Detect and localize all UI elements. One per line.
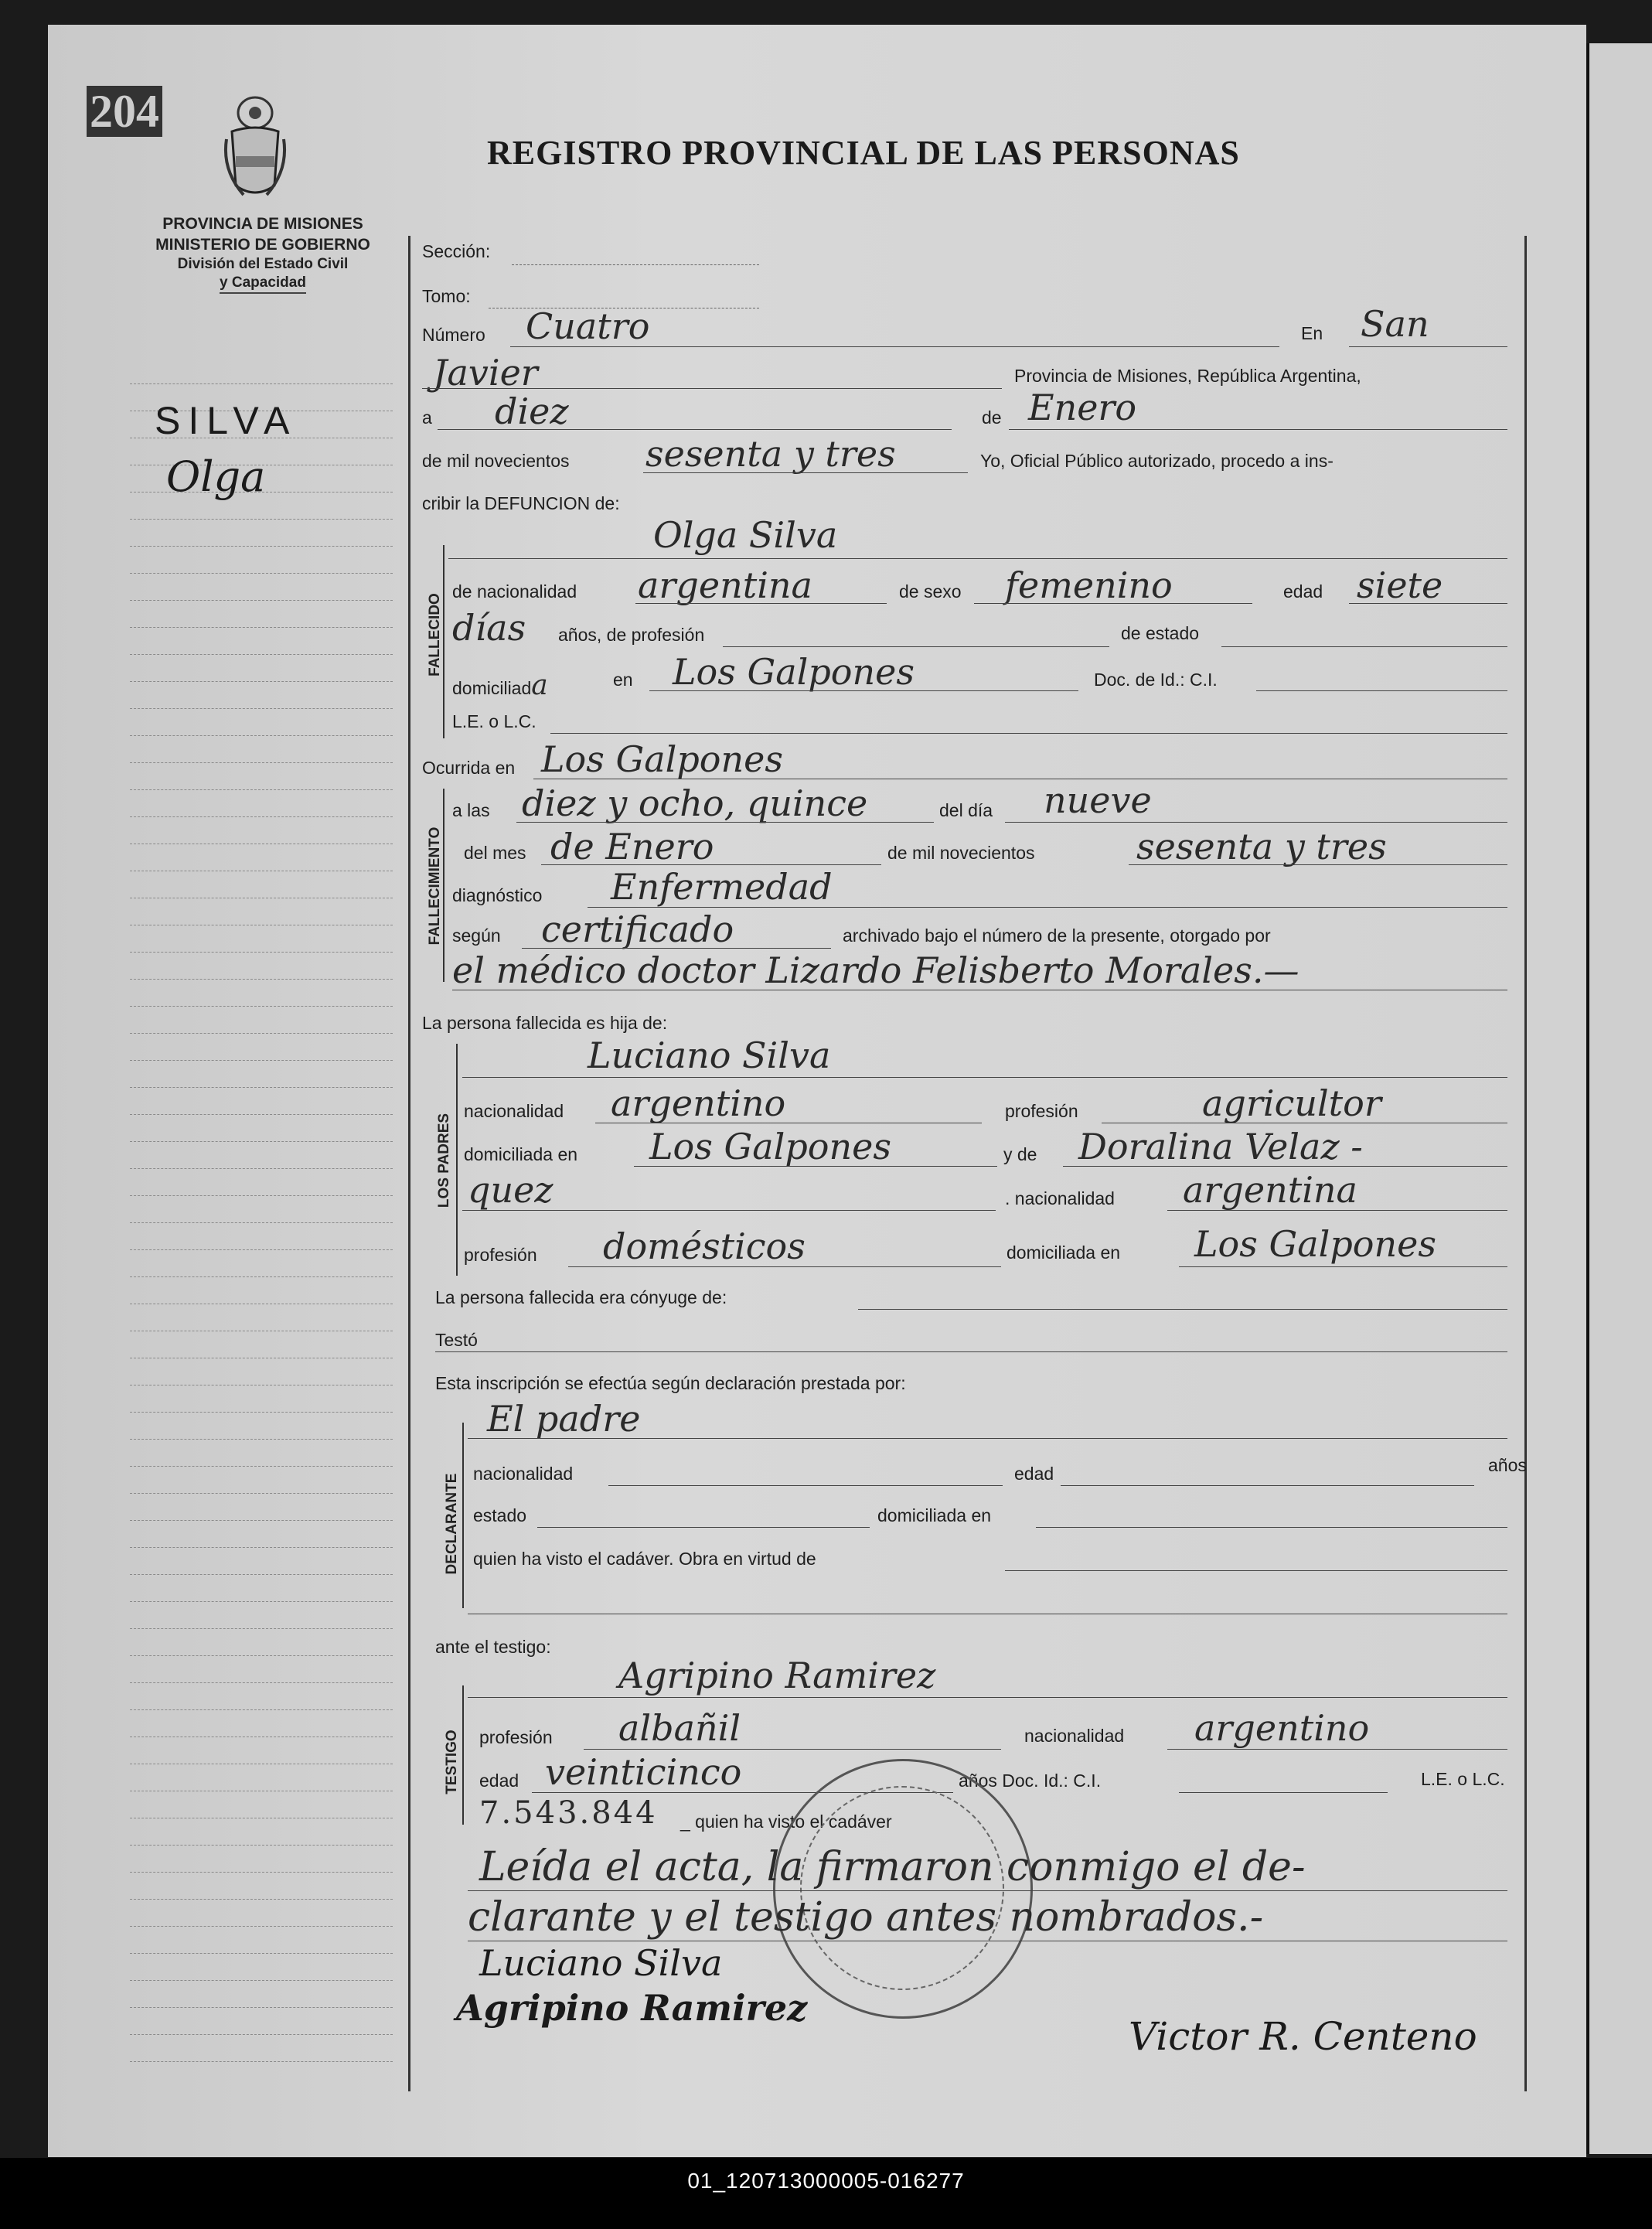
label-inscripcion: Esta inscripción se efectúa según declaración prestada por: <box>435 1373 906 1393</box>
margin-rule-line <box>130 2061 393 2062</box>
mes-line <box>1009 429 1507 430</box>
margin-rule-line <box>130 681 393 682</box>
margin-rule-line <box>130 1547 393 1548</box>
lugar-line <box>422 388 1002 389</box>
page-title: REGISTRO PROVINCIAL DE LAS PERSONAS <box>487 134 1240 172</box>
value-lugar: Javier <box>433 352 538 394</box>
margin-ruled-area <box>130 383 400 2077</box>
anio-line <box>643 472 968 473</box>
padre-line <box>462 1077 1507 1078</box>
label-a-las: a las <box>452 800 490 820</box>
margin-rule-line <box>130 383 393 384</box>
margin-rule-line <box>130 1520 393 1521</box>
value-medico: el médico doctor Lizardo Felisberto Morales.— <box>452 949 1299 991</box>
margin-rule-line <box>130 1195 393 1196</box>
margin-rule-line <box>130 1872 393 1873</box>
label-ante-testigo: ante el testigo: <box>435 1637 551 1657</box>
value-anio-fallec: sesenta y tres <box>1136 826 1387 867</box>
value-testigo-doc: 7.543.844 <box>479 1795 658 1831</box>
value-segun: certificado <box>541 908 734 950</box>
value-ocurrida: Los Galpones <box>541 738 783 780</box>
value-domicilio: Los Galpones <box>673 651 915 693</box>
margin-rule-line <box>130 1980 393 1981</box>
margin-rule-line <box>130 1276 393 1277</box>
label-p-profesion: profesión <box>1005 1101 1078 1121</box>
value-domiciliada-suffix: a <box>531 670 548 701</box>
side-label-declarante: DECLARANTE <box>444 1473 460 1575</box>
label-doc: Doc. de Id.: C.I. <box>1094 670 1218 690</box>
margin-rule-line <box>130 627 393 628</box>
value-cierre1: Leída el acta, la firmaron conmigo el de- <box>479 1844 1306 1890</box>
label-d-estado: estado <box>473 1505 527 1525</box>
anio-fallec-line <box>1129 864 1507 865</box>
label-domiciliada-text: domiciliad <box>452 678 532 698</box>
label-p-domiciliada2: domiciliada en <box>1007 1242 1121 1263</box>
margin-rule-line <box>130 2007 393 2008</box>
t-doc-line <box>1179 1792 1388 1793</box>
label-archivado: archivado bajo el número de la presente, otorgado por <box>843 925 1271 946</box>
label-de-estado: de estado <box>1121 623 1200 643</box>
signature-testigo: Agripino Ramirez <box>456 1987 808 2029</box>
value-diagnostico: Enfermedad <box>611 866 833 908</box>
label-d-nacionalidad: nacionalidad <box>473 1464 574 1484</box>
label-le-lc: L.E. o L.C. <box>452 711 536 731</box>
margin-rule-line <box>130 1439 393 1440</box>
madre-nacionalidad-line <box>1167 1210 1507 1211</box>
value-testigo-nacionalidad: argentino <box>1194 1707 1370 1749</box>
t-nacionalidad-line <box>1167 1749 1507 1750</box>
margin-rule-line <box>130 1899 393 1900</box>
value-dia: diez <box>495 390 569 432</box>
t-profesion-line <box>584 1749 1001 1750</box>
label-de: de <box>982 407 1002 428</box>
value-padre-nacionalidad: argentino <box>611 1082 786 1124</box>
cierre1-line <box>468 1890 1507 1891</box>
label-inscribir: cribir la DEFUNCION de: <box>422 493 620 513</box>
image-id-footer: 01_120713000005-016277 <box>0 2158 1652 2229</box>
dia-line <box>438 429 952 430</box>
value-madre-nacionalidad: argentina <box>1183 1169 1357 1211</box>
conyuge-line2 <box>435 1351 1507 1352</box>
label-sexo: de sexo <box>899 581 962 602</box>
label-t-le-lc: L.E. o L.C. <box>1421 1769 1505 1789</box>
value-numero: Cuatro <box>526 305 650 347</box>
declarante-bracket <box>462 1423 464 1608</box>
ministry-division: División del Estado Civil <box>177 256 349 272</box>
label-ocurrida: Ocurrida en <box>422 758 516 778</box>
declarante-line <box>468 1438 1507 1439</box>
d-nacionalidad-line <box>608 1485 1003 1486</box>
side-label-testigo: TESTIGO <box>444 1730 460 1794</box>
side-label-fallecido: FALLECIDO <box>427 593 443 677</box>
margin-rule-line <box>130 1628 393 1629</box>
margin-rule-line <box>130 816 393 817</box>
signature-oficial: Victor R. Centeno <box>1129 2014 1477 2059</box>
value-fallecido-nombre: Olga Silva <box>653 514 838 556</box>
label-de-mil2: de mil novecientos <box>887 843 1035 863</box>
d-domiciliada-line <box>1036 1527 1507 1528</box>
value-padre-profesion: agricultor <box>1202 1082 1381 1124</box>
label-provincia: Provincia de Misiones, República Argentina, <box>1014 366 1361 386</box>
margin-rule-line <box>130 1574 393 1575</box>
margin-rule-line <box>130 1222 393 1223</box>
label-nacionalidad: de nacionalidad <box>452 581 577 602</box>
sexo-line <box>974 603 1252 604</box>
value-padre: Luciano Silva <box>588 1034 831 1076</box>
margin-rule-line <box>130 1953 393 1954</box>
margin-rule-line <box>130 546 393 547</box>
value-cierre2: clarante y el testigo antes nombrados.- <box>468 1894 1264 1941</box>
value-sexo: femenino <box>1005 564 1173 606</box>
label-anos-profesion: años, de profesión <box>558 625 705 645</box>
domicilio-line <box>649 690 1078 691</box>
ministry-name: MINISTERIO DE GOBIERNO <box>155 236 370 254</box>
margin-rule-line <box>130 1033 393 1034</box>
segun-line <box>522 948 831 949</box>
side-label-fallecimiento: FALLECIMIENTO <box>427 827 443 946</box>
margin-rule-line <box>130 1466 393 1467</box>
margin-rule-line <box>130 1655 393 1656</box>
label-d-domiciliada: domiciliada en <box>877 1505 992 1525</box>
madre-line <box>1063 1166 1507 1167</box>
value-madre: Doralina Velaz - <box>1078 1126 1363 1167</box>
margin-given-name: Olga <box>166 452 266 501</box>
madre-domicilio-line <box>1179 1266 1507 1267</box>
margin-rule-line <box>130 519 393 520</box>
estado-line <box>1221 646 1507 647</box>
margin-rule-line <box>130 1709 393 1710</box>
next-page-edge <box>1586 43 1652 2154</box>
ministry-block <box>131 213 394 294</box>
folio-text: 204 <box>87 86 162 137</box>
coat-of-arms-icon <box>220 93 290 201</box>
ministry-province: PROVINCIA DE MISIONES <box>162 215 363 233</box>
numero-line <box>510 346 1279 347</box>
label-edad: edad <box>1283 581 1323 602</box>
margin-rule-line <box>130 1412 393 1413</box>
label-testo: Testó <box>435 1330 478 1350</box>
margin-rule-line <box>130 1926 393 1927</box>
testigo-nombre-line <box>468 1697 1507 1698</box>
margin-rule-line <box>130 1060 393 1061</box>
margin-rule-line <box>130 952 393 953</box>
value-hora: diez y ocho, quince <box>522 782 868 824</box>
margin-rule-line <box>130 1845 393 1846</box>
diagnostico-line <box>588 907 1507 908</box>
value-nacionalidad: argentina <box>638 564 812 606</box>
margin-rule-line <box>130 979 393 980</box>
label-del-dia: del día <box>939 800 993 820</box>
value-edad2: días <box>452 607 526 649</box>
label-a: a <box>422 407 432 428</box>
side-label-padres: LOS PADRES <box>436 1113 452 1208</box>
testigo-bracket <box>462 1685 464 1825</box>
conyuge-line <box>858 1309 1507 1310</box>
margin-rule-line <box>130 1682 393 1683</box>
margin-rule-line <box>130 573 393 574</box>
padre-domicilio-line <box>634 1166 997 1167</box>
value-edad: siete <box>1357 564 1443 606</box>
label-segun: según <box>452 925 501 946</box>
padres-bracket <box>456 1044 458 1276</box>
label-y-de: y de <box>1003 1144 1037 1164</box>
margin-rule-line <box>130 654 393 655</box>
margin-rule-line <box>130 1114 393 1115</box>
value-testigo-nombre: Agripino Ramirez <box>618 1655 936 1696</box>
label-t-profesion: profesión <box>479 1727 553 1747</box>
value-anio: sesenta y tres <box>645 433 896 475</box>
label-p-nacionalidad: nacionalidad <box>464 1101 564 1121</box>
margin-rule-line <box>130 789 393 790</box>
le-lc-line <box>550 733 1507 734</box>
label-en: En <box>1301 323 1323 343</box>
margin-rule-line <box>130 600 393 601</box>
label-d-cadaver: quien ha visto el cadáver. Obra en virtud de <box>473 1549 816 1569</box>
folio-number <box>87 85 162 138</box>
fallecido-nombre-line <box>448 558 1507 559</box>
margin-rule-line <box>130 1249 393 1250</box>
dia-fallec-line <box>1005 822 1507 823</box>
value-testigo-profesion: albañil <box>618 1707 741 1749</box>
d-cadaver-line <box>1005 1570 1507 1571</box>
label-p-profesion2: profesión <box>464 1245 537 1265</box>
margin-rule-line <box>130 2034 393 2035</box>
d-edad-line <box>1061 1485 1474 1486</box>
margin-rule-line <box>130 1168 393 1169</box>
hora-line <box>516 822 934 823</box>
value-en: San <box>1361 303 1429 345</box>
label-t-nacionalidad: nacionalidad <box>1024 1726 1125 1746</box>
label-d-edad: edad <box>1014 1464 1054 1484</box>
value-madre-profesion: domésticos <box>603 1225 806 1267</box>
label-tomo: Tomo: <box>422 286 471 306</box>
label-domiciliada <box>452 670 548 701</box>
form-frame-right <box>1524 236 1527 2091</box>
seccion-line <box>512 264 759 265</box>
margin-rule-line <box>130 1601 393 1602</box>
value-madre-domicilio: Los Galpones <box>1194 1223 1436 1265</box>
madre-profesion-line <box>568 1266 1001 1267</box>
profesion-line <box>723 646 1109 647</box>
label-t-edad: edad <box>479 1771 519 1791</box>
madre2-line <box>462 1210 996 1211</box>
label-d-anos: años <box>1488 1455 1527 1475</box>
label-p-domiciliada: domiciliada en <box>464 1144 578 1164</box>
margin-surname: SILVA <box>155 399 298 442</box>
label-diagnostico: diagnóstico <box>452 885 543 905</box>
label-t-anos-doc: años Doc. Id.: C.I. <box>959 1771 1102 1791</box>
label-hija-de: La persona fallecida es hija de: <box>422 1013 668 1033</box>
value-dia-fallec: nueve <box>1044 779 1152 821</box>
label-numero: Número <box>422 325 485 345</box>
nacionalidad-line <box>635 603 887 604</box>
en-line <box>1349 346 1507 347</box>
label-del-mes: del mes <box>464 843 526 863</box>
label-oficial: Yo, Oficial Público autorizado, procedo a ins- <box>980 451 1334 471</box>
margin-rule-line <box>130 735 393 736</box>
mes-fallec-line <box>541 864 881 865</box>
value-declarante: El padre <box>487 1398 641 1440</box>
margin-rule-line <box>130 1006 393 1007</box>
value-mes: Enero <box>1028 387 1137 428</box>
label-conyuge: La persona fallecida era cónyuge de: <box>435 1287 727 1307</box>
label-en2: en <box>613 670 633 690</box>
label-seccion: Sección: <box>422 241 491 261</box>
label-p-nacionalidad2: . nacionalidad <box>1005 1188 1115 1208</box>
d-estado-line <box>537 1527 870 1528</box>
value-testigo-edad: veinticinco <box>545 1751 742 1793</box>
label-de-mil: de mil novecientos <box>422 451 570 471</box>
ministry-capacity: y Capacidad <box>220 274 306 294</box>
value-madre2: quez <box>468 1169 554 1211</box>
value-mes-fallec: de Enero <box>550 826 714 867</box>
value-padre-domicilio: Los Galpones <box>649 1126 891 1167</box>
signature-declarante: Luciano Silva <box>479 1942 723 1984</box>
edad-line <box>1349 603 1507 604</box>
label-t-cadaver: _ quien ha visto el cadáver <box>680 1811 892 1832</box>
margin-rule-line <box>130 762 393 763</box>
margin-rule-line <box>130 1493 393 1494</box>
margin-rule-line <box>130 1087 393 1088</box>
margin-rule-line <box>130 708 393 709</box>
margin-rule-line <box>130 1141 393 1142</box>
doc-line <box>1256 690 1507 691</box>
